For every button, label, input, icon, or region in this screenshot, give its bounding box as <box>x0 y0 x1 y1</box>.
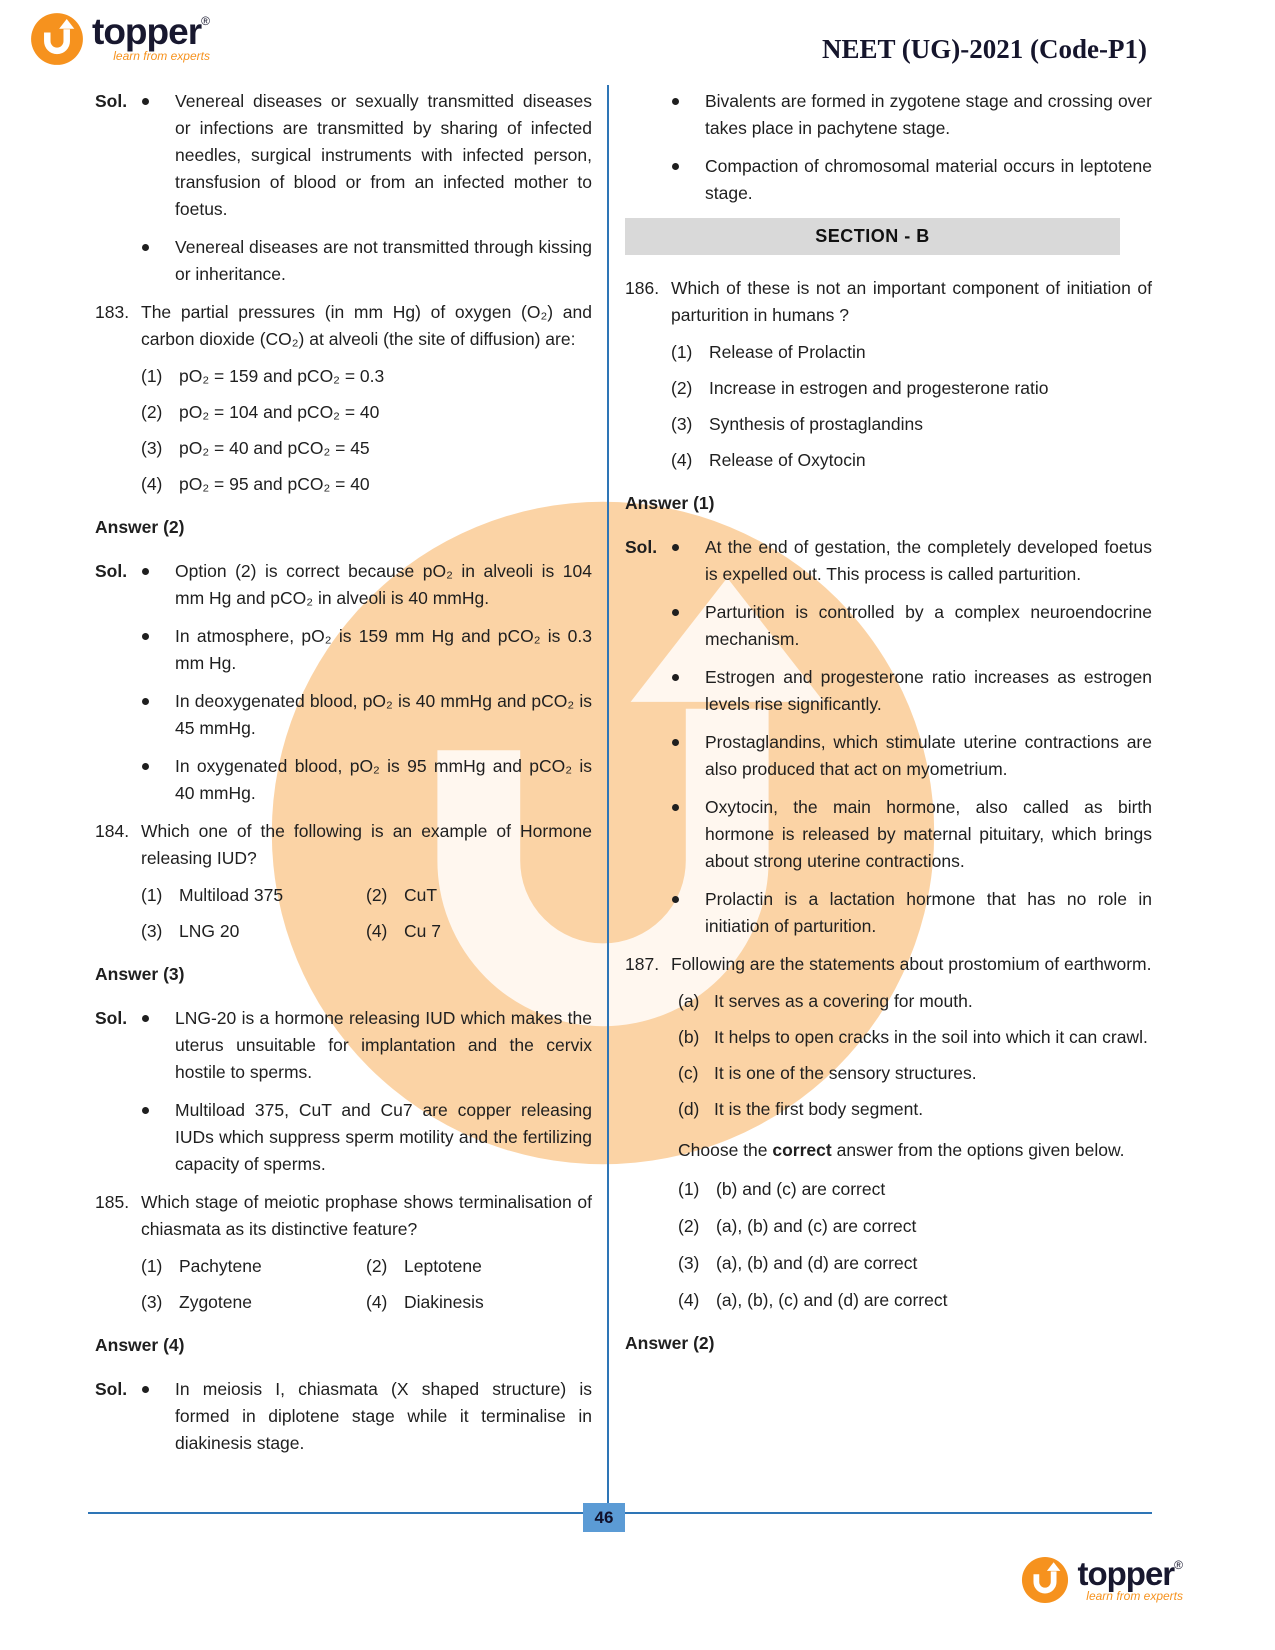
option-text: (b) and (c) are correct <box>716 1179 886 1199</box>
option-number: (2) <box>366 885 388 905</box>
question-number: 184. <box>95 821 130 841</box>
choose-post: answer from the options given below. <box>831 1140 1125 1160</box>
brand-text <box>92 12 210 63</box>
statement <box>678 1024 1152 1051</box>
question-number: 186. <box>625 278 660 298</box>
option <box>141 471 592 498</box>
solution-bullet-row <box>95 234 592 288</box>
option <box>678 1287 1152 1314</box>
option-text: (a), (b) and (d) are correct <box>716 1253 918 1273</box>
solution-bullet-row <box>625 599 1152 653</box>
solution-text: Parturition is controlled by a complex neuroendocrine mechanism. <box>705 602 1152 649</box>
statement-text: It serves as a covering for mouth. <box>714 991 973 1011</box>
question-text: Which stage of meiotic prophase shows terminalisation of chiasmata as its distinctive feature? <box>141 1192 592 1239</box>
option-number: (4) <box>678 1290 700 1310</box>
bullet-icon <box>141 1097 175 1178</box>
option-text: (a), (b), (c) and (d) are correct <box>716 1290 948 1310</box>
choose-instruction <box>678 1137 1152 1164</box>
utopper-logo-icon <box>1021 1556 1069 1604</box>
solution-block <box>95 1376 592 1457</box>
solution-bullet-row <box>95 558 592 612</box>
question-text: Following are the statements about prostomium of earthworm. <box>671 954 1152 974</box>
solution-block <box>625 534 1152 940</box>
option-number: (1) <box>678 1179 700 1199</box>
option-text: Zygotene <box>179 1292 252 1312</box>
bullet-icon <box>671 88 705 142</box>
question-text: Which one of the following is an example of Hormone releasing IUD? <box>141 821 592 868</box>
sol-label: Sol. <box>625 537 658 557</box>
question-text: Which of these is not an important component of initiation of parturition in humans ? <box>671 278 1152 325</box>
solution-text: Oxytocin, the main hormone, also called as birth hormone is released by maternal pituitary, which brings about strong uterine contractions. <box>705 797 1152 871</box>
sol-label: Sol. <box>95 1008 128 1028</box>
page-number-badge: 46 <box>583 1503 625 1532</box>
option-text: Release of Oxytocin <box>709 450 866 470</box>
solution-bullet-row <box>625 794 1152 875</box>
bullet-icon <box>141 234 175 288</box>
solution-text: Venereal diseases or sexually transmitted diseases or infections are transmitted by sharing of infected needles, surgical instruments with infected person, transfusion of blood or from an infected mother to foetus. <box>175 91 592 219</box>
solution-bullet-row <box>625 534 1152 588</box>
statement <box>678 988 1152 1015</box>
option-text: Pachytene <box>179 1256 262 1276</box>
statement-text: It is the first body segment. <box>714 1099 924 1119</box>
statement <box>678 1060 1152 1087</box>
utopper-logo <box>1021 1556 1183 1604</box>
option <box>671 411 1152 438</box>
column-divider <box>607 85 609 1507</box>
solution-text: At the end of gestation, the completely developed foetus is expelled out. This process is called parturition. <box>705 537 1152 584</box>
option-number: (2) <box>366 1256 388 1276</box>
question-stem <box>625 275 1152 329</box>
solution-bullet-row <box>95 688 592 742</box>
sol-label: Sol. <box>95 561 128 581</box>
brand-tagline: learn from experts <box>1086 1589 1183 1603</box>
solution-text: In meiosis I, chiasmata (X shaped structure) is formed in diplotene stage while it terminalise in diakinesis stage. <box>175 1379 592 1453</box>
option-number: (3) <box>141 921 163 941</box>
solution-text: Compaction of chromosomal material occurs in leptotene stage. <box>705 156 1152 203</box>
option-row <box>141 882 592 909</box>
solution-text: Prostaglandins, which stimulate uterine contractions are also produced that act on myometrium. <box>705 732 1152 779</box>
option-number: (2) <box>671 378 693 398</box>
question-number: 187. <box>625 954 660 974</box>
right-column <box>625 88 1152 1374</box>
solution-bullet-row <box>625 664 1152 718</box>
option <box>671 375 1152 402</box>
option-number: (4) <box>366 1292 388 1312</box>
bullet-icon <box>671 534 705 588</box>
solution-text: Multiload 375, CuT and Cu7 are copper releasing IUDs which suppress sperm motility and the fertilizing capacity of sperms. <box>175 1100 592 1174</box>
answer-label: Answer (1) <box>625 493 715 513</box>
option <box>678 1213 1152 1240</box>
utopper-logo-icon <box>30 12 84 66</box>
solution-bullet-row <box>625 153 1152 207</box>
solution-bullet-row <box>95 753 592 807</box>
solution-bullet-row <box>95 1376 592 1457</box>
question-184 <box>95 818 592 945</box>
question-187 <box>625 951 1152 1314</box>
section-b-header: SECTION - B <box>625 218 1120 255</box>
option <box>671 447 1152 474</box>
option-text: pO₂ = 104 and pCO₂ = 40 <box>179 402 380 422</box>
option-number: (2) <box>678 1216 700 1236</box>
option-text: pO₂ = 95 and pCO₂ = 40 <box>179 474 370 494</box>
option-number: (4) <box>366 921 388 941</box>
solution-text: Estrogen and progesterone ratio increases as estrogen levels rise significantly. <box>705 667 1152 714</box>
option-text: pO₂ = 159 and pCO₂ = 0.3 <box>179 366 385 386</box>
bullet-icon <box>671 664 705 718</box>
option <box>141 435 592 462</box>
bullet-icon <box>141 1376 175 1457</box>
question-185 <box>95 1189 592 1316</box>
question-183 <box>95 299 592 498</box>
option <box>141 363 592 390</box>
bullet-icon <box>141 558 175 612</box>
option-row <box>141 1253 592 1280</box>
brand-name: topper <box>92 11 202 52</box>
answer-label: Answer (3) <box>95 964 185 984</box>
option <box>141 399 592 426</box>
question-186 <box>625 275 1152 474</box>
solution-block <box>625 88 1152 207</box>
option-row <box>141 1289 592 1316</box>
solution-block <box>95 88 592 288</box>
solution-text: LNG-20 is a hormone releasing IUD which makes the uterus unsuitable for implantation and the cervix hostile to sperms. <box>175 1008 592 1082</box>
bullet-icon <box>141 1005 175 1086</box>
bullet-icon <box>141 623 175 677</box>
option-number: (2) <box>141 402 163 422</box>
option-text: Leptotene <box>404 1256 482 1276</box>
bullet-icon <box>141 753 175 807</box>
choose-bold-word: correct <box>772 1140 832 1160</box>
option-number: (1) <box>141 366 163 386</box>
option-number: (1) <box>141 885 163 905</box>
answer-label: Answer (2) <box>625 1333 715 1353</box>
option-number: (1) <box>141 1256 163 1276</box>
option-text: Diakinesis <box>404 1292 484 1312</box>
question-number: 185. <box>95 1192 130 1212</box>
option-number: (3) <box>141 1292 163 1312</box>
option-text: Synthesis of prostaglandins <box>709 414 924 434</box>
statement-letter: (a) <box>678 991 700 1011</box>
option-text: (a), (b) and (c) are correct <box>716 1216 917 1236</box>
solution-text: Prolactin is a lactation hormone that has no role in initiation of parturition. <box>705 889 1152 936</box>
solution-text: Option (2) is correct because pO₂ in alveoli is 104 mm Hg and pCO₂ in alveoli is 40 mmHg. <box>175 561 592 608</box>
option-text: CuT <box>404 885 438 905</box>
solution-bullet-row <box>625 886 1152 940</box>
option-text: pO₂ = 40 and pCO₂ = 45 <box>179 438 370 458</box>
statement-letter: (b) <box>678 1027 700 1047</box>
question-stem <box>95 299 592 353</box>
option-text: Increase in estrogen and progesterone ratio <box>709 378 1049 398</box>
option-number: (3) <box>678 1253 700 1273</box>
bullet-icon <box>141 88 175 223</box>
solution-bullet-row <box>95 1097 592 1178</box>
option <box>671 339 1152 366</box>
option-number: (3) <box>141 438 163 458</box>
question-number: 183. <box>95 302 130 322</box>
bullet-icon <box>671 599 705 653</box>
bullet-icon <box>671 886 705 940</box>
solution-text: Bivalents are formed in zygotene stage and crossing over takes place in pachytene stage. <box>705 91 1152 138</box>
option-row <box>141 918 592 945</box>
statement-text: It is one of the sensory structures. <box>714 1063 977 1083</box>
question-stem <box>625 951 1152 978</box>
option-number: (1) <box>671 342 693 362</box>
bullet-icon <box>671 153 705 207</box>
solution-block <box>95 558 592 807</box>
sol-label: Sol. <box>95 1379 128 1399</box>
solution-bullet-row <box>625 88 1152 142</box>
option-number: (4) <box>141 474 163 494</box>
registered-mark: ® <box>1174 1558 1183 1572</box>
choose-pre: Choose the <box>678 1140 773 1160</box>
bullet-icon <box>141 688 175 742</box>
bullet-icon <box>671 794 705 875</box>
utopper-logo <box>30 12 210 66</box>
statement-text: It helps to open cracks in the soil into which it can crawl. <box>714 1027 1148 1047</box>
solution-text: In deoxygenated blood, pO₂ is 40 mmHg and pCO₂ is 45 mmHg. <box>175 691 592 738</box>
sol-label: Sol. <box>95 91 128 111</box>
option-text: LNG 20 <box>179 921 240 941</box>
brand-name: topper <box>1077 1555 1175 1592</box>
brand-text <box>1077 1556 1183 1603</box>
option-number: (3) <box>671 414 693 434</box>
question-stem <box>95 818 592 872</box>
solution-bullet-row <box>95 88 592 223</box>
solution-bullet-row <box>95 623 592 677</box>
question-stem <box>95 1189 592 1243</box>
option <box>678 1176 1152 1203</box>
option-text: Multiload 375 <box>179 885 284 905</box>
solution-block <box>95 1005 592 1178</box>
solution-bullet-row <box>625 729 1152 783</box>
page-title: NEET (UG)-2021 (Code-P1) <box>822 34 1147 64</box>
brand-tagline: learn from experts <box>113 49 210 63</box>
answer-label: Answer (2) <box>95 517 185 537</box>
statement <box>678 1096 1152 1123</box>
question-text: The partial pressures (in mm Hg) of oxygen (O₂) and carbon dioxide (CO₂) at alveoli (the site of diffusion) are: <box>141 302 592 349</box>
answer-label: Answer (4) <box>95 1335 185 1355</box>
left-column <box>95 88 592 1468</box>
solution-text: In oxygenated blood, pO₂ is 95 mmHg and pCO₂ is 40 mmHg. <box>175 756 592 803</box>
solution-text: Venereal diseases are not transmitted through kissing or inheritance. <box>175 237 592 284</box>
option-number: (4) <box>671 450 693 470</box>
option <box>678 1250 1152 1277</box>
bullet-icon <box>671 729 705 783</box>
registered-mark: ® <box>201 14 210 28</box>
option-text: Release of Prolactin <box>709 342 866 362</box>
solution-text: In atmosphere, pO₂ is 159 mm Hg and pCO₂ is 0.3 mm Hg. <box>175 626 592 673</box>
statement-letter: (c) <box>678 1063 699 1083</box>
option-text: Cu 7 <box>404 921 441 941</box>
solution-bullet-row <box>95 1005 592 1086</box>
statement-letter: (d) <box>678 1099 700 1119</box>
